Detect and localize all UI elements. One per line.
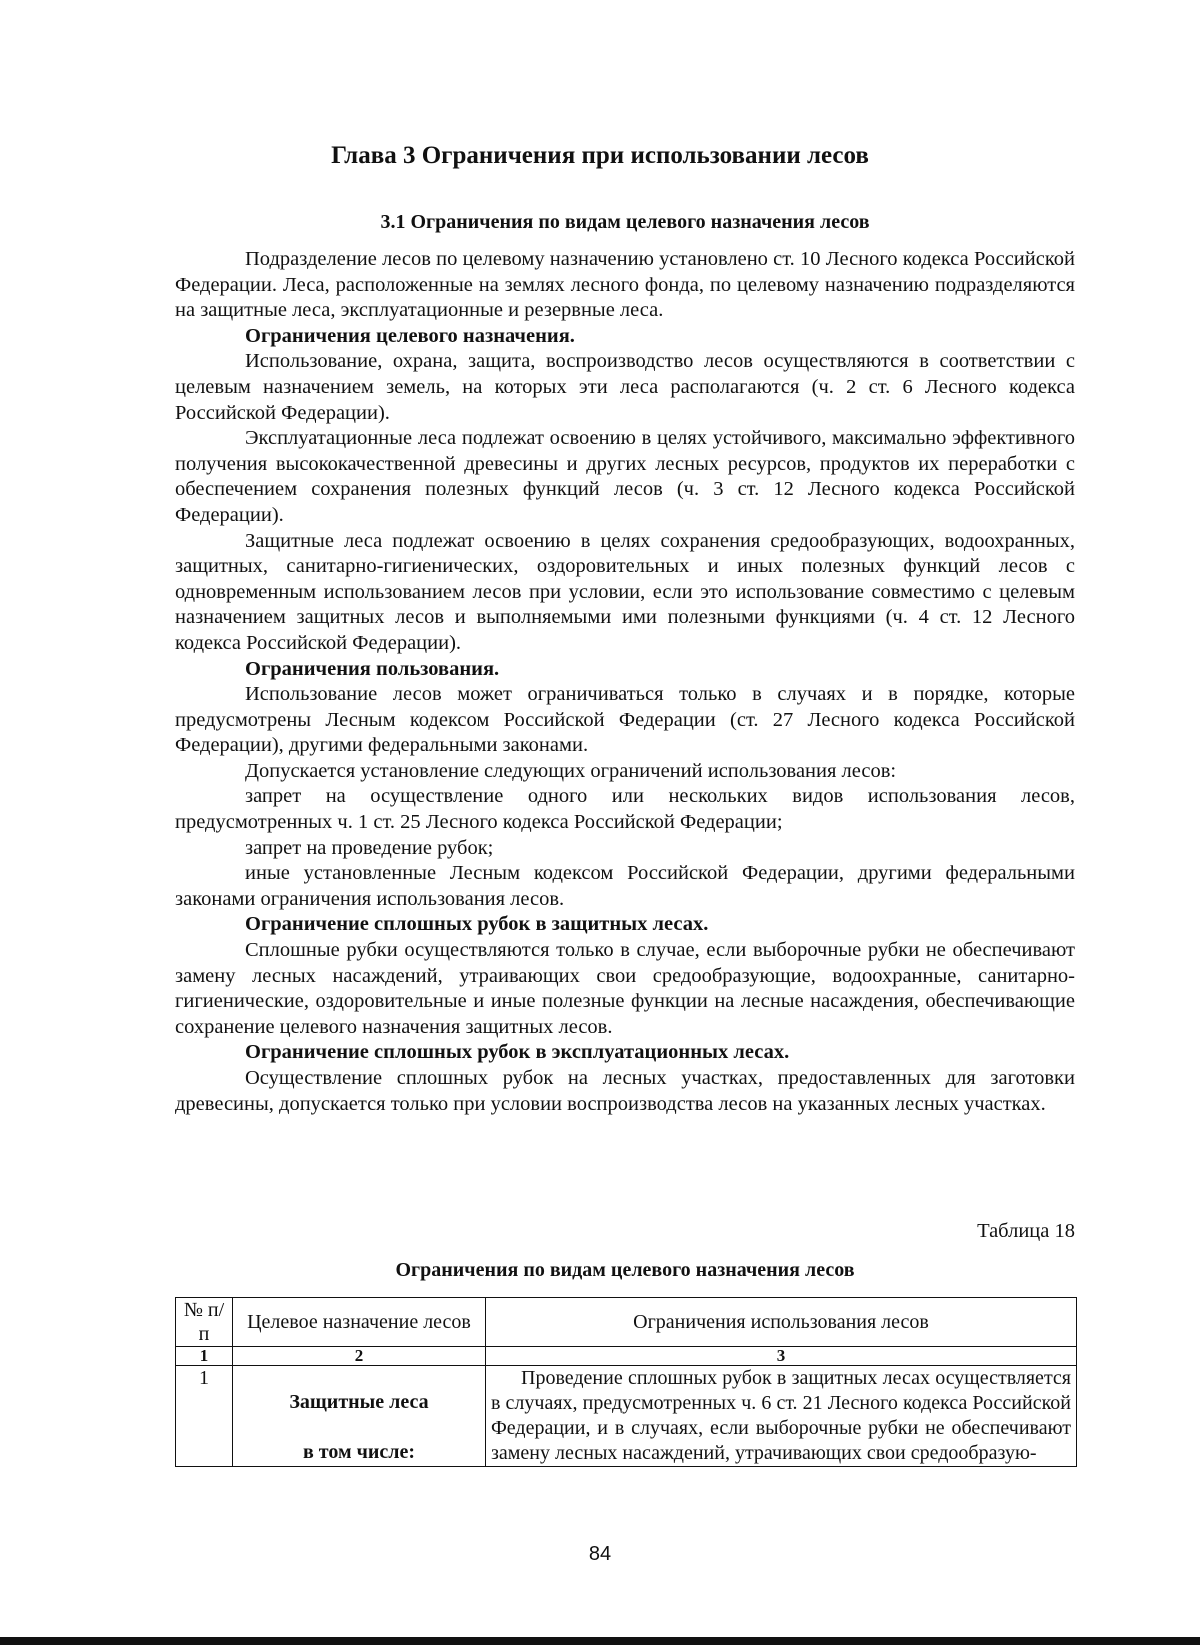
list-item: иные установленные Лесным кодексом Российской Федерации, другими федеральными законами ограничения использования лесов.: [175, 862, 1075, 910]
purpose-name: Защитные леса: [289, 1391, 429, 1413]
header-restrictions: Ограничения использования лесов: [486, 1298, 1077, 1347]
paragraph: Допускается установление следующих ограничений использования лесов:: [245, 759, 897, 782]
table-title: Ограничения по видам целевого назначения лесов: [395, 1259, 855, 1281]
column-number: 3: [486, 1347, 1077, 1366]
paragraph: Эксплуатационные леса подлежат освоению в целях устойчивого, максимально эффективного получения высококачественной древесины и других лесных ресурсов, продуктов их переработки с обеспечением сохранения полезных функций лесов (ч. 3 ст. 12 Лесного кодекса Российской Федерации).: [175, 427, 1075, 526]
body-text: [175, 247, 1075, 1117]
subheading-use-restrictions: Ограничения пользования.: [245, 657, 500, 680]
chapter-title: Глава 3 Ограничения при использовании лесов: [331, 142, 869, 169]
page-number: 84: [588, 1543, 612, 1565]
header-num: № п/п: [176, 1298, 233, 1347]
row-purpose: [233, 1366, 486, 1467]
paragraph: Сплошные рубки осуществляются только в случае, если выборочные рубки не обеспечивают замену лесных насаждений, утраивающих свои средообразующие, водоохранные, санитарно-гигиенические, оздоровительные и иные полезные функции на лесные насаждения, обеспечивающие сохранение целевого назначения защитных лесов.: [175, 939, 1075, 1038]
list-item: запрет на осуществление одного или нескольких видов использования лесов, предусмотренных ч. 1 ст. 25 Лесного кодекса Российской Федерации;: [175, 785, 1075, 834]
row-restrictions: Проведение сплошных рубок в защитных лесах осуществляется в случаях, предусмотренных ч. 6 ст. 21 Лесного кодекса Российской Федерации, и в случаях, если выборочные рубки не обеспечивают замену лесных насаждений, утрачивающих свои средообразую-: [486, 1366, 1077, 1467]
paragraph: Подразделение лесов по целевому назначению установлено ст. 10 Лесного кодекса Российской Федерации. Леса, расположенные на землях лесного фонда, по целевому назначению подразделяются на защитные леса, эксплуатационные и резервные леса.: [175, 248, 1075, 322]
column-number: 2: [233, 1347, 486, 1366]
header-purpose: Целевое назначение лесов: [233, 1298, 486, 1347]
scan-edge-line: [0, 1637, 1200, 1645]
list-item: запрет на проведение рубок;: [245, 836, 494, 859]
column-number-row: [176, 1347, 1077, 1366]
paragraph: Защитные леса подлежат освоению в целях сохранения средообразующих, водоохранных, защитных, санитарно-гигиенических, оздоровительных и иных полезных функций лесов с одновременным использованием лесов при условии, если это использование совместимо с целевым назначением защитных лесов и выполняемыми ими полезными функциями (ч. 4 ст. 12 Лесного кодекса Российской Федерации).: [175, 529, 1075, 654]
table-caption-number: Таблица 18: [977, 1220, 1075, 1242]
paragraph: Использование лесов может ограничиваться только в случаях и в порядке, которые предусмотрены Лесным кодексом Российской Федерации (ст. 27 Лесного кодекса Российской Федерации), другими федеральными законами.: [175, 683, 1075, 757]
table-row: [176, 1366, 1077, 1467]
section-title: 3.1 Ограничения по видам целевого назначения лесов: [380, 211, 870, 233]
table-header-row: [176, 1298, 1077, 1347]
paragraph: Осуществление сплошных рубок на лесных участках, предоставленных для заготовки древесины, допускается только при условии воспроизводства лесов на указанных лесных участках.: [175, 1067, 1075, 1115]
column-number: 1: [176, 1347, 233, 1366]
subheading-protective-clearcuts: Ограничение сплошных рубок в защитных лесах.: [245, 913, 709, 936]
restrictions-table: [175, 1297, 1077, 1467]
row-number: 1: [176, 1366, 233, 1467]
paragraph: Использование, охрана, защита, воспроизводство лесов осуществляются в соответствии с целевым назначением земель, на которых эти леса располагаются (ч. 2 ст. 6 Лесного кодекса Российской Федерации).: [175, 350, 1075, 424]
subheading-exploitation-clearcuts: Ограничение сплошных рубок в эксплуатационных лесах.: [245, 1041, 790, 1064]
purpose-subtitle: в том числе:: [302, 1441, 416, 1463]
subheading-purpose-restrictions: Ограничения целевого назначения.: [245, 324, 575, 347]
